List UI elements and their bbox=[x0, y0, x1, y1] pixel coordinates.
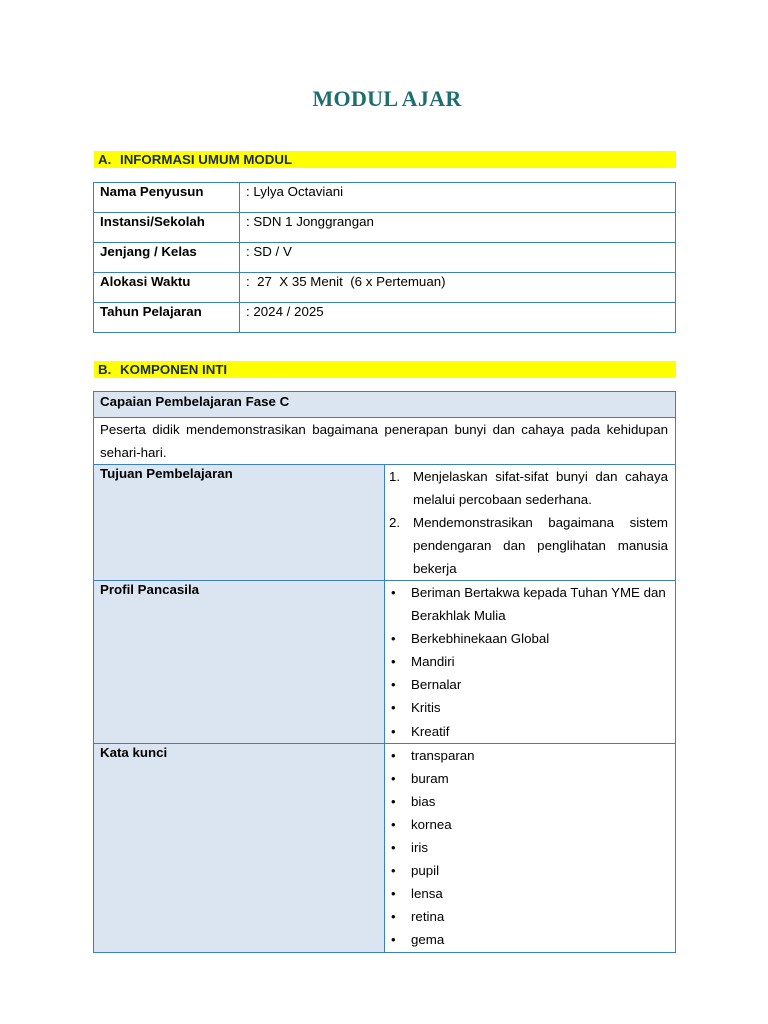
info-label: Nama Penyusun bbox=[94, 183, 240, 213]
kata-kunci-list bbox=[385, 744, 668, 952]
profil-list bbox=[385, 581, 668, 743]
table-row bbox=[94, 303, 676, 333]
list-text: lensa bbox=[411, 886, 443, 902]
bullet-icon: • bbox=[391, 886, 396, 902]
bullet-icon: • bbox=[391, 585, 396, 600]
list-text: Menjelaskan sifat-sifat bunyi dan cahaya melalui percobaan sederhana. bbox=[413, 469, 668, 507]
list-item bbox=[385, 720, 668, 743]
bullet-icon: • bbox=[391, 770, 396, 786]
list-item bbox=[385, 767, 668, 790]
section-b-label: KOMPONEN INTI bbox=[120, 362, 228, 377]
document-title: MODUL AJAR bbox=[312, 86, 462, 111]
bullet-icon: • bbox=[391, 654, 396, 670]
list-item bbox=[385, 627, 668, 650]
list-item bbox=[385, 882, 668, 905]
bullet-icon: • bbox=[391, 816, 396, 832]
section-a-label: INFORMASI UMUM MODUL bbox=[120, 152, 293, 167]
list-text: bias bbox=[411, 793, 436, 809]
info-value: : Lylya Octaviani bbox=[240, 183, 676, 213]
list-text: Mendemonstrasikan bagaimana sistem pendengaran dan penglihatan manusia bekerja bbox=[413, 515, 668, 576]
list-item bbox=[385, 790, 668, 813]
capaian-text: Peserta didik mendemonstrasikan bagaimana penerapan bunyi dan cahaya pada kehidupan sehari-hari. bbox=[94, 418, 676, 465]
list-item bbox=[385, 928, 668, 951]
table-row bbox=[94, 581, 676, 744]
info-value: : SDN 1 Jonggrangan bbox=[240, 213, 676, 243]
info-label: Jenjang / Kelas bbox=[94, 243, 240, 273]
info-label: Instansi/Sekolah bbox=[94, 213, 240, 243]
tujuan-list bbox=[385, 465, 668, 580]
bullet-icon: • bbox=[391, 863, 396, 879]
profil-label: Profil Pancasila bbox=[94, 581, 385, 744]
list-text: retina bbox=[411, 909, 445, 925]
list-text: gema bbox=[411, 932, 445, 948]
list-item bbox=[385, 905, 668, 928]
kata-kunci-content bbox=[385, 743, 676, 952]
table-row bbox=[94, 392, 676, 418]
list-item bbox=[385, 696, 668, 719]
list-text: pupil bbox=[411, 863, 440, 879]
section-b-heading bbox=[94, 361, 676, 378]
info-value: : 2024 / 2025 bbox=[240, 303, 676, 333]
list-text: Mandiri bbox=[411, 654, 455, 670]
list-text: Berkebhinekaan Global bbox=[411, 631, 550, 647]
table-row bbox=[94, 213, 676, 243]
info-value: : 27 X 35 Menit (6 x Pertemuan) bbox=[240, 273, 676, 303]
tujuan-content bbox=[385, 465, 676, 581]
info-table bbox=[93, 182, 676, 333]
info-label: Tahun Pelajaran bbox=[94, 303, 240, 333]
info-value: : SD / V bbox=[240, 243, 676, 273]
komponen-table bbox=[93, 391, 676, 953]
list-item bbox=[385, 813, 668, 836]
list-text: iris bbox=[411, 840, 428, 856]
list-text: Beriman Bertakwa kepada Tuhan YME dan Berakhlak Mulia bbox=[411, 585, 666, 624]
list-text: transparan bbox=[411, 747, 475, 763]
list-text: Bernalar bbox=[411, 677, 462, 693]
list-item bbox=[385, 581, 668, 627]
profil-content bbox=[385, 581, 676, 744]
bullet-icon: • bbox=[391, 631, 396, 647]
table-row bbox=[94, 243, 676, 273]
bullet-icon: • bbox=[391, 747, 396, 763]
table-row bbox=[94, 743, 676, 952]
section-a-heading bbox=[94, 151, 676, 168]
bullet-icon: • bbox=[391, 677, 396, 693]
list-text: kornea bbox=[411, 816, 452, 832]
table-row bbox=[94, 418, 676, 465]
section-a-letter: A. bbox=[98, 152, 112, 167]
list-number: 1. bbox=[389, 469, 401, 484]
bullet-icon: • bbox=[391, 909, 396, 925]
info-label: Alokasi Waktu bbox=[94, 273, 240, 303]
bullet-icon: • bbox=[391, 840, 396, 856]
list-text: Kreatif bbox=[411, 723, 450, 739]
capaian-header: Capaian Pembelajaran Fase C bbox=[94, 392, 676, 418]
list-item bbox=[385, 511, 668, 580]
list-text: Kritis bbox=[411, 700, 441, 716]
list-item bbox=[385, 836, 668, 859]
list-item bbox=[385, 859, 668, 882]
table-row bbox=[94, 465, 676, 581]
table-row bbox=[94, 273, 676, 303]
list-item bbox=[385, 673, 668, 696]
bullet-icon: • bbox=[391, 723, 396, 739]
section-b-letter: B. bbox=[98, 362, 112, 377]
bullet-icon: • bbox=[391, 932, 396, 948]
list-item bbox=[385, 465, 668, 511]
table-row bbox=[94, 183, 676, 213]
list-item bbox=[385, 650, 668, 673]
list-number: 2. bbox=[389, 515, 401, 530]
list-text: buram bbox=[411, 770, 449, 786]
kata-kunci-label: Kata kunci bbox=[94, 743, 385, 952]
bullet-icon: • bbox=[391, 793, 396, 809]
bullet-icon: • bbox=[391, 700, 396, 716]
tujuan-label: Tujuan Pembelajaran bbox=[94, 465, 385, 581]
list-item bbox=[385, 744, 668, 767]
